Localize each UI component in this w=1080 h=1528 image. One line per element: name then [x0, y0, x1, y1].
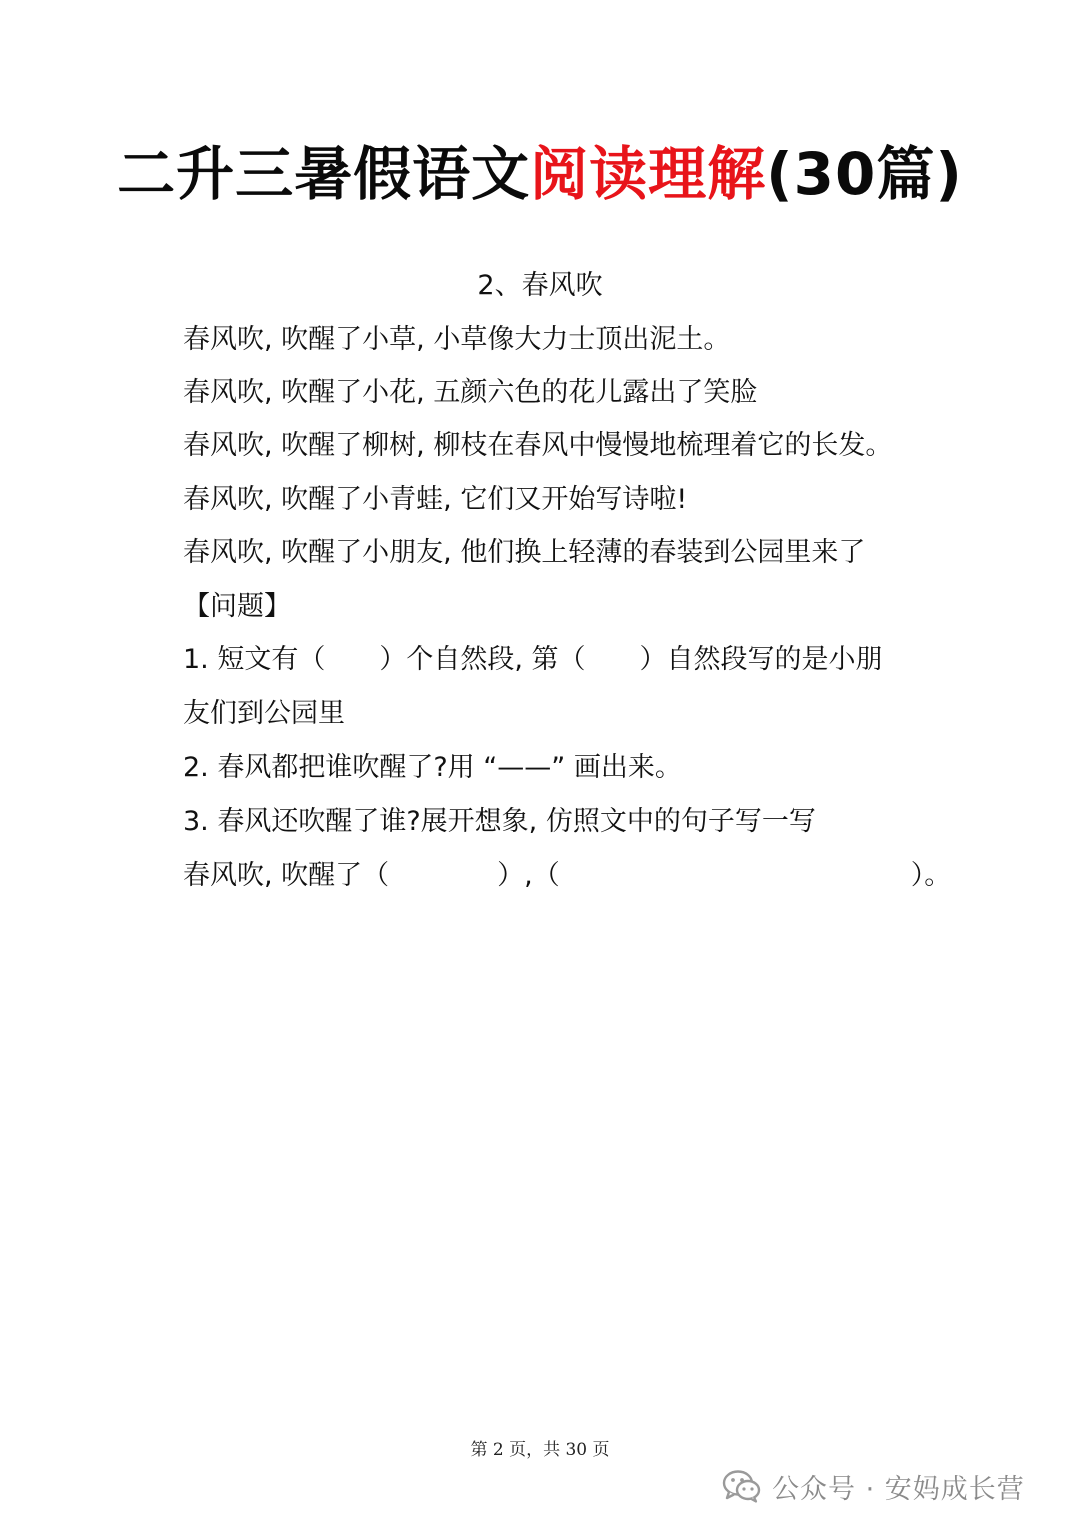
question-3: 3. 春风还吹醒了谁?展开想象, 仿照文中的句子写一写 — [183, 806, 816, 837]
question-2: 2. 春风都把谁吹醒了?用 “——” 画出来。 — [183, 752, 682, 783]
title-highlight: 阅读理解 — [530, 140, 767, 208]
passage-title: 2、春风吹 — [477, 270, 603, 301]
passage-line-1: 春风吹, 吹醒了小草, 小草像大力士顶出泥土。 — [183, 324, 731, 355]
passage-line-5: 春风吹, 吹醒了小朋友, 他们换上轻薄的春装到公园里来了 — [183, 537, 866, 568]
passage-line-3: 春风吹, 吹醒了柳树, 柳枝在春风中慢慢地梳理着它的长发。 — [183, 430, 893, 461]
page-number: 第 2 页，共 30 页 — [470, 1440, 610, 1460]
wechat-icon — [722, 1469, 762, 1503]
title-main: 二升三暑假语文 — [117, 140, 531, 208]
watermark-text: 公众号 · 安妈成长营 — [772, 1473, 1025, 1505]
question-3-answer-line: 春风吹, 吹醒了（ ）,（ ）。 — [183, 860, 952, 891]
document-title — [0, 138, 1080, 210]
passage-line-4: 春风吹, 吹醒了小青蛙, 它们又开始写诗啦! — [183, 484, 688, 515]
passage-line-2: 春风吹, 吹醒了小花, 五颜六色的花儿露出了笑脸 — [183, 377, 758, 408]
watermark — [722, 1466, 1025, 1506]
question-1: 1. 短文有（ ）个自然段, 第（ ）自然段写的是小朋 — [183, 644, 883, 675]
questions-heading: 【问题】 — [183, 591, 291, 622]
title-suffix: (30篇) — [766, 140, 963, 208]
question-1-continued: 友们到公园里 — [183, 698, 345, 729]
